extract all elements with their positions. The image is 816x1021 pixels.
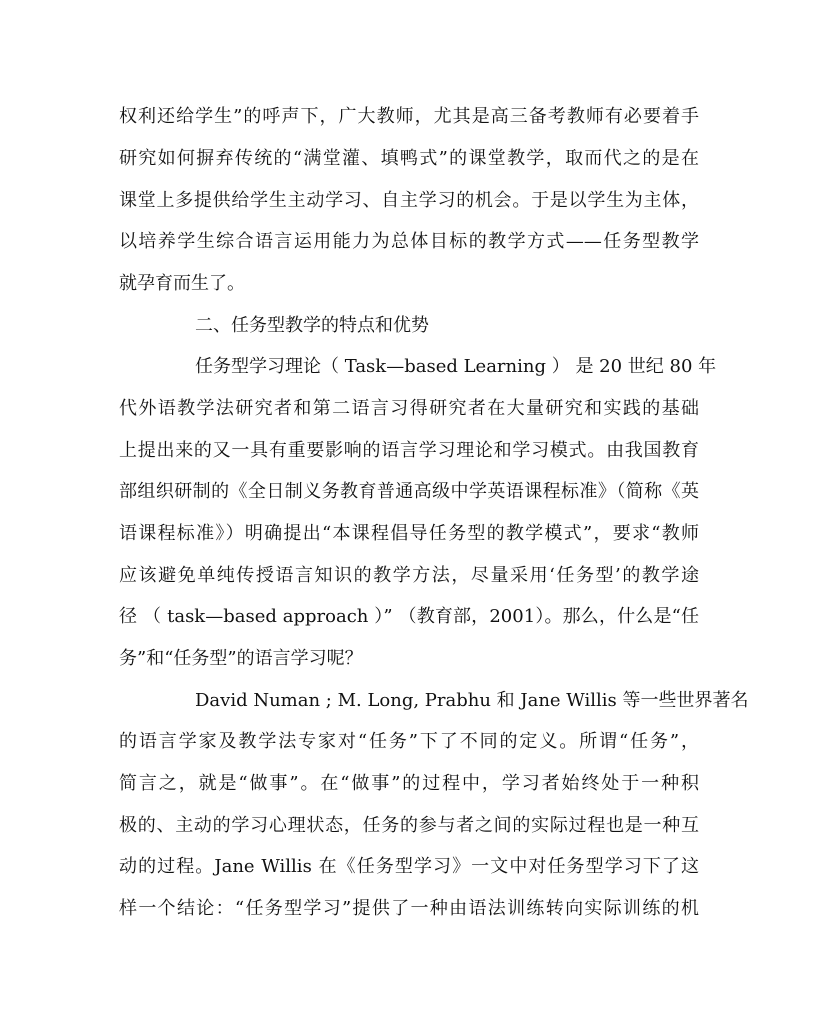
paragraph-1-line-3: 课堂上多提供给学生主动学习、自主学习的机会。于是以学生为主体，: [119, 190, 699, 211]
paragraph-4-line-3: 简言之，就是“做事”。在“做事”的过程中，学习者始终处于一种积: [119, 773, 699, 794]
paragraph-4-line-1: David Numan ; M. Long, Prabhu 和 Jane Willis 等一些世界著名: [195, 690, 749, 711]
paragraph-1-line-5: 就孕育而生了。: [119, 273, 245, 294]
paragraph-4-line-5: 动的过程。Jane Willis 在《任务型学习》一文中对任务型学习下了这: [119, 856, 699, 877]
paragraph-4-line-4: 极的、主动的学习心理状态，任务的参与者之间的实际过程也是一种互: [119, 815, 699, 836]
paragraph-3-line-7: 径 （ task—based approach ）” （教育部，2001）。那么，什么是“任: [119, 606, 699, 627]
paragraph-3-line-1: 任务型学习理论（ Task—based Learning ） 是 20 世纪 80 年: [195, 356, 717, 377]
paragraph-4-line-2: 的语言学家及教学法专家对“任务”下了不同的定义。所谓“任务”，: [119, 731, 699, 752]
paragraph-4-line-6: 样一个结论：“任务型学习”提供了一种由语法训练转向实际训练的机: [119, 898, 699, 919]
paragraph-3-line-6: 应该避免单纯传授语言知识的教学方法，尽量采用‘任务型’的教学途: [119, 565, 699, 586]
paragraph-3-line-2: 代外语教学法研究者和第二语言习得研究者在大量研究和实践的基础: [119, 398, 699, 419]
paragraph-1-line-1: 权利还给学生”的呼声下，广大教师，尤其是高三备考教师有必要着手: [119, 106, 699, 127]
paragraph-3-line-8: 务”和“任务型”的语言学习呢？: [119, 648, 363, 669]
paragraph-3-line-4: 部组织研制的《全日制义务教育普通高级中学英语课程标准》（简称《英: [119, 481, 699, 502]
paragraph-3-line-3: 上提出来的又一具有重要影响的语言学习理论和学习模式。由我国教育: [119, 440, 699, 461]
section-heading: 二、任务型教学的特点和优势: [195, 315, 429, 336]
paragraph-1-line-2: 研究如何摒弃传统的“满堂灌、填鸭式”的课堂教学，取而代之的是在: [119, 148, 699, 169]
paragraph-1-line-4: 以培养学生综合语言运用能力为总体目标的教学方式——任务型教学: [119, 231, 699, 252]
paragraph-3-line-5: 语课程标准》）明确提出“本课程倡导任务型的教学模式”，要求“教师: [119, 523, 699, 544]
